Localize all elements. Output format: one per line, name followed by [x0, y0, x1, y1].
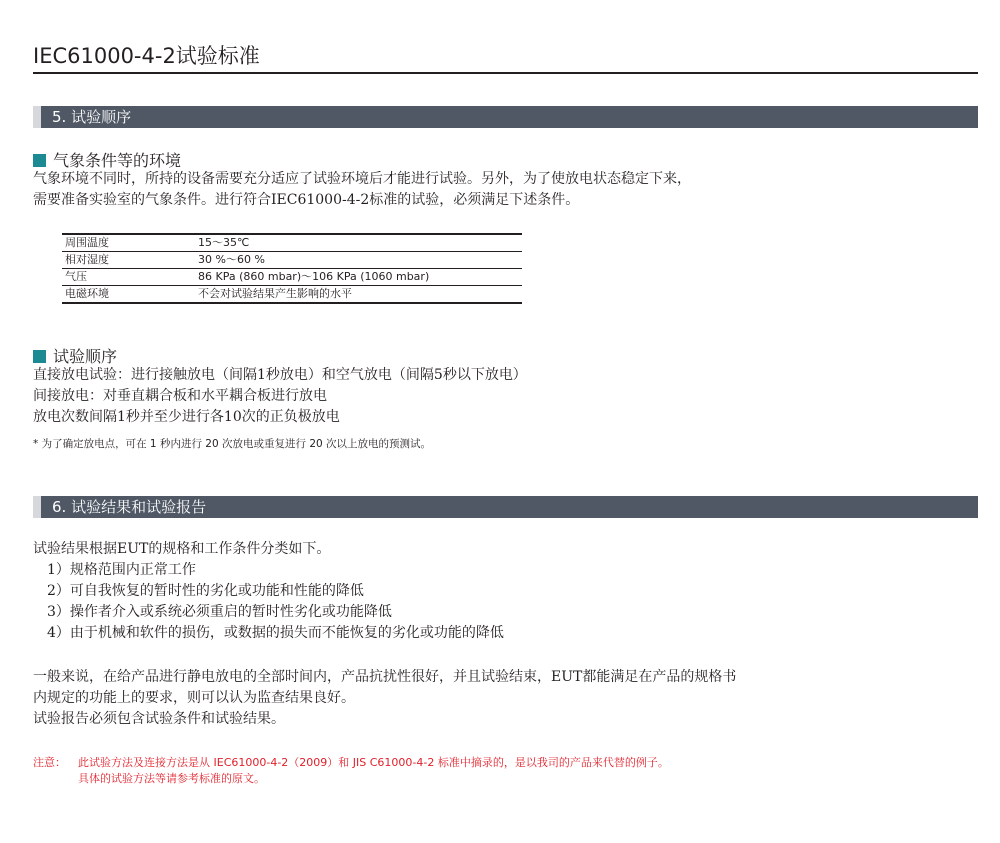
section-marker	[33, 496, 41, 518]
conclusion-line: 内规定的功能上的要求，则可以认为监查结果良好。	[33, 690, 355, 706]
procedure-footnote: * 为了确定放电点，可在 1 秒内进行 20 次放电或重复进行 20 次以上放电的预测试。	[33, 438, 432, 450]
page-title: IEC61000-4-2试验标准	[33, 44, 260, 68]
environment-paragraph	[33, 169, 691, 211]
results-item: 3）操作者介入或系统必须重启的暂时性劣化或功能降低	[47, 604, 392, 620]
table-cell-label: 相对湿度	[62, 252, 195, 269]
conclusion-line: 一般来说，在给产品进行静电放电的全部时间内，产品抗扰性很好，并且试验结束，EUT都能满足在产品的规格书	[33, 669, 737, 685]
section-6-header	[33, 496, 978, 518]
table-cell-value: 15～35℃	[195, 234, 522, 252]
notice-label: 注意：	[33, 756, 66, 769]
environment-conditions-table	[62, 233, 522, 304]
paragraph-line: 气象环境不同时，所持的设备需要充分适应了试验环境后才能进行试验。另外，为了使放电状态稳定下来，	[33, 171, 691, 187]
heading-square-icon	[33, 154, 46, 167]
section-5-header	[33, 106, 978, 128]
procedure-heading	[33, 344, 117, 367]
section-marker	[33, 106, 41, 128]
table-row	[62, 269, 522, 286]
table-cell-label: 电磁环境	[62, 286, 195, 304]
table-cell-value: 86 KPa (860 mbar)～106 KPa (1060 mbar)	[195, 269, 522, 286]
results-intro: 试验结果根据EUT的规格和工作条件分类如下。	[33, 541, 331, 557]
procedure-list	[33, 365, 527, 428]
table-cell-label: 周围温度	[62, 234, 195, 252]
table-cell-value: 不会对试验结果产生影响的水平	[195, 286, 522, 304]
conclusion-line: 试验报告必须包含试验条件和试验结果。	[33, 711, 285, 727]
table-row	[62, 234, 522, 252]
notice-line-2: 具体的试验方法等请参考标准的原文。	[78, 772, 265, 785]
environment-heading-text: 气象条件等的环境	[53, 151, 182, 170]
procedure-line: 直接放电试验：进行接触放电（间隔1秒放电）和空气放电（间隔5秒以下放电）	[33, 367, 527, 383]
table-cell-label: 气压	[62, 269, 195, 286]
environment-heading	[33, 148, 181, 171]
table-row	[62, 252, 522, 269]
conclusion-paragraph	[33, 667, 736, 730]
results-item: 2）可自我恢复的暂时性的劣化或功能和性能的降低	[47, 583, 364, 599]
results-item: 4）由于机械和软件的损伤，或数据的损失而不能恢复的劣化或功能的降低	[47, 625, 504, 641]
procedure-line: 间接放电：对垂直耦合板和水平耦合板进行放电	[33, 388, 327, 404]
title-divider	[33, 72, 978, 74]
results-block	[33, 539, 504, 644]
notice	[33, 755, 669, 787]
procedure-line: 放电次数间隔1秒并至少进行各10次的正负极放电	[33, 409, 340, 425]
section-6-title: 6. 试验结果和试验报告	[52, 498, 207, 516]
table-row	[62, 286, 522, 304]
procedure-heading-text: 试验顺序	[53, 347, 118, 366]
notice-line-1: 此试验方法及连接方法是从 IEC61000-4-2（2009）和 JIS C61000-4-2 标准中摘录的，是以我司的产品来代替的例子。	[78, 756, 669, 769]
paragraph-line: 需要准备实验室的气象条件。进行符合IEC61000-4-2标准的试验，必须满足下述条件。	[33, 192, 580, 208]
results-item: 1）规格范围内正常工作	[47, 562, 196, 578]
heading-square-icon	[33, 350, 46, 363]
section-5-title: 5. 试验顺序	[52, 108, 132, 126]
table-cell-value: 30 %～60 %	[195, 252, 522, 269]
